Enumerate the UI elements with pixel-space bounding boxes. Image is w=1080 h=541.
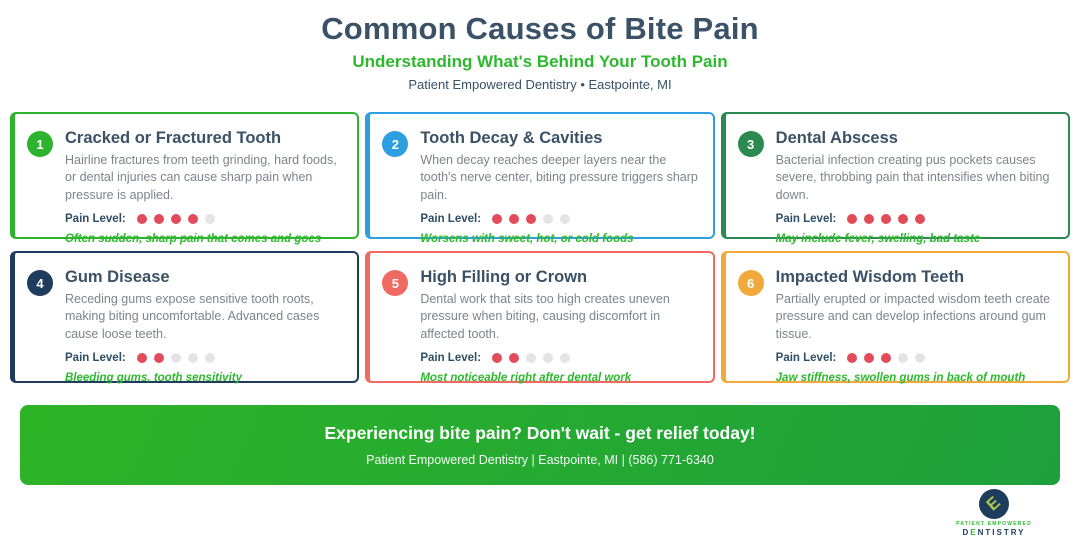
card-note: May include fever, swelling, bad taste [775, 232, 981, 245]
pain-dot [915, 214, 925, 224]
pain-dot [171, 353, 181, 363]
pain-dot [154, 353, 164, 363]
pain-level-dots [492, 353, 570, 363]
card-note: Worsens with sweet, hot, or cold foods [420, 232, 634, 245]
pain-dot [526, 353, 536, 363]
card-number-badge: 4 [27, 270, 53, 296]
card-description: Dental work that sits too high creates uneven pressure when biting, causing discomfort in affected tooth. [420, 292, 670, 341]
pain-dot [137, 214, 147, 224]
logo-wordmark: DENTISTRY [962, 528, 1026, 537]
cause-card-tooth-decay [365, 112, 714, 245]
pain-level-dots [137, 353, 215, 363]
pain-level-row [65, 213, 343, 225]
card-note: Jaw stiffness, swollen gums in back of mouth [775, 371, 1026, 384]
page-title: Common Causes of Bite Pain [321, 11, 759, 46]
card-note: Often sudden, sharp pain that comes and goes [65, 232, 322, 245]
pain-dot [137, 353, 147, 363]
card-number-badge: 1 [27, 131, 53, 157]
card-title: Dental Abscess [775, 129, 898, 147]
page-subtitle: Understanding What's Behind Your Tooth Pain [352, 52, 728, 71]
pain-level-label: Pain Level: [65, 212, 126, 225]
pain-level-dots [137, 214, 215, 224]
card-description: Bacterial infection creating pus pockets causes severe, throbbing pain that intensifies when biting down. [775, 153, 1050, 202]
card-note: Most noticeable right after dental work [420, 371, 632, 384]
card-number-badge: 6 [738, 270, 764, 296]
card-title: High Filling or Crown [420, 268, 588, 286]
cta-headline: Experiencing bite pain? Don't wait - get relief today! [324, 423, 756, 443]
card-note: Bleeding gums, tooth sensitivity [65, 371, 242, 384]
pain-dot [898, 353, 908, 363]
logo-tagline: PATIENT EMPOWERED [956, 521, 1032, 527]
card-body [776, 129, 1054, 245]
pain-dot [188, 353, 198, 363]
card-description: Hairline fractures from teeth grinding, hard foods, or dental injuries can cause sharp pain when pressure is applied. [65, 153, 337, 202]
pain-level-row [420, 352, 698, 364]
pain-level-label: Pain Level: [420, 212, 482, 225]
pain-dot [864, 353, 874, 363]
card-title: Impacted Wisdom Teeth [775, 268, 965, 286]
cause-card-dental-abscess [721, 112, 1070, 245]
practice-logo [948, 489, 1040, 537]
cta-banner [20, 405, 1060, 485]
pain-dot [543, 353, 553, 363]
card-description: Partially erupted or impacted wisdom teeth create pressure and can develop infections around gum tissue. [775, 292, 1051, 341]
card-description: Receding gums expose sensitive tooth roots, making biting uncomfortable. Advanced cases cause loose teeth. [65, 292, 320, 341]
pain-level-row [65, 352, 343, 364]
pain-level-row [776, 352, 1054, 364]
card-description: When decay reaches deeper layers near the tooth's nerve center, biting pressure triggers sharp pain. [420, 153, 698, 202]
cause-card-wisdom-teeth [721, 251, 1070, 383]
causes-grid [10, 112, 1070, 383]
pain-level-dots [847, 353, 925, 363]
pain-dot [881, 214, 891, 224]
pain-level-dots [492, 214, 570, 224]
pain-level-label: Pain Level: [775, 212, 837, 225]
pain-dot [492, 214, 502, 224]
card-title: Tooth Decay & Cavities [420, 129, 603, 147]
cause-card-cracked-tooth [10, 112, 359, 245]
pain-dot [847, 214, 857, 224]
pain-dot [154, 214, 164, 224]
logo-green-letter: E [970, 528, 978, 537]
pain-dot [847, 353, 857, 363]
pain-dot [509, 214, 519, 224]
header [0, 0, 1080, 92]
pain-dot [205, 353, 215, 363]
pain-level-dots [847, 214, 925, 224]
practice-byline: Patient Empowered Dentistry • Eastpointe, MI [408, 77, 672, 92]
pain-dot [205, 214, 215, 224]
cause-card-high-filling [365, 251, 714, 383]
card-body [776, 268, 1054, 384]
card-number-badge: 5 [382, 270, 408, 296]
pain-dot [915, 353, 925, 363]
cta-contact-info: Patient Empowered Dentistry | Eastpointe, MI | (586) 771-6340 [366, 453, 714, 467]
pain-dot [864, 214, 874, 224]
card-body [65, 268, 343, 384]
card-title: Gum Disease [65, 268, 170, 286]
pain-dot [881, 353, 891, 363]
pain-dot [188, 214, 198, 224]
pain-level-row [420, 213, 698, 225]
card-body [420, 268, 698, 384]
logo-monogram-letter: E [983, 492, 1005, 515]
card-number-badge: 3 [738, 131, 764, 157]
pain-dot [526, 214, 536, 224]
pain-dot [560, 353, 570, 363]
pain-level-label: Pain Level: [775, 351, 837, 364]
pain-dot [171, 214, 181, 224]
card-body [420, 129, 698, 245]
pain-dot [543, 214, 553, 224]
cause-card-gum-disease [10, 251, 359, 383]
card-body [65, 129, 343, 245]
pain-dot [898, 214, 908, 224]
pain-level-label: Pain Level: [65, 351, 126, 364]
logo-monogram-icon [979, 489, 1009, 519]
pain-level-row [776, 213, 1054, 225]
pain-dot [509, 353, 519, 363]
pain-dot [560, 214, 570, 224]
pain-dot [492, 353, 502, 363]
pain-level-label: Pain Level: [420, 351, 482, 364]
card-title: Cracked or Fractured Tooth [65, 129, 282, 147]
card-number-badge: 2 [382, 131, 408, 157]
